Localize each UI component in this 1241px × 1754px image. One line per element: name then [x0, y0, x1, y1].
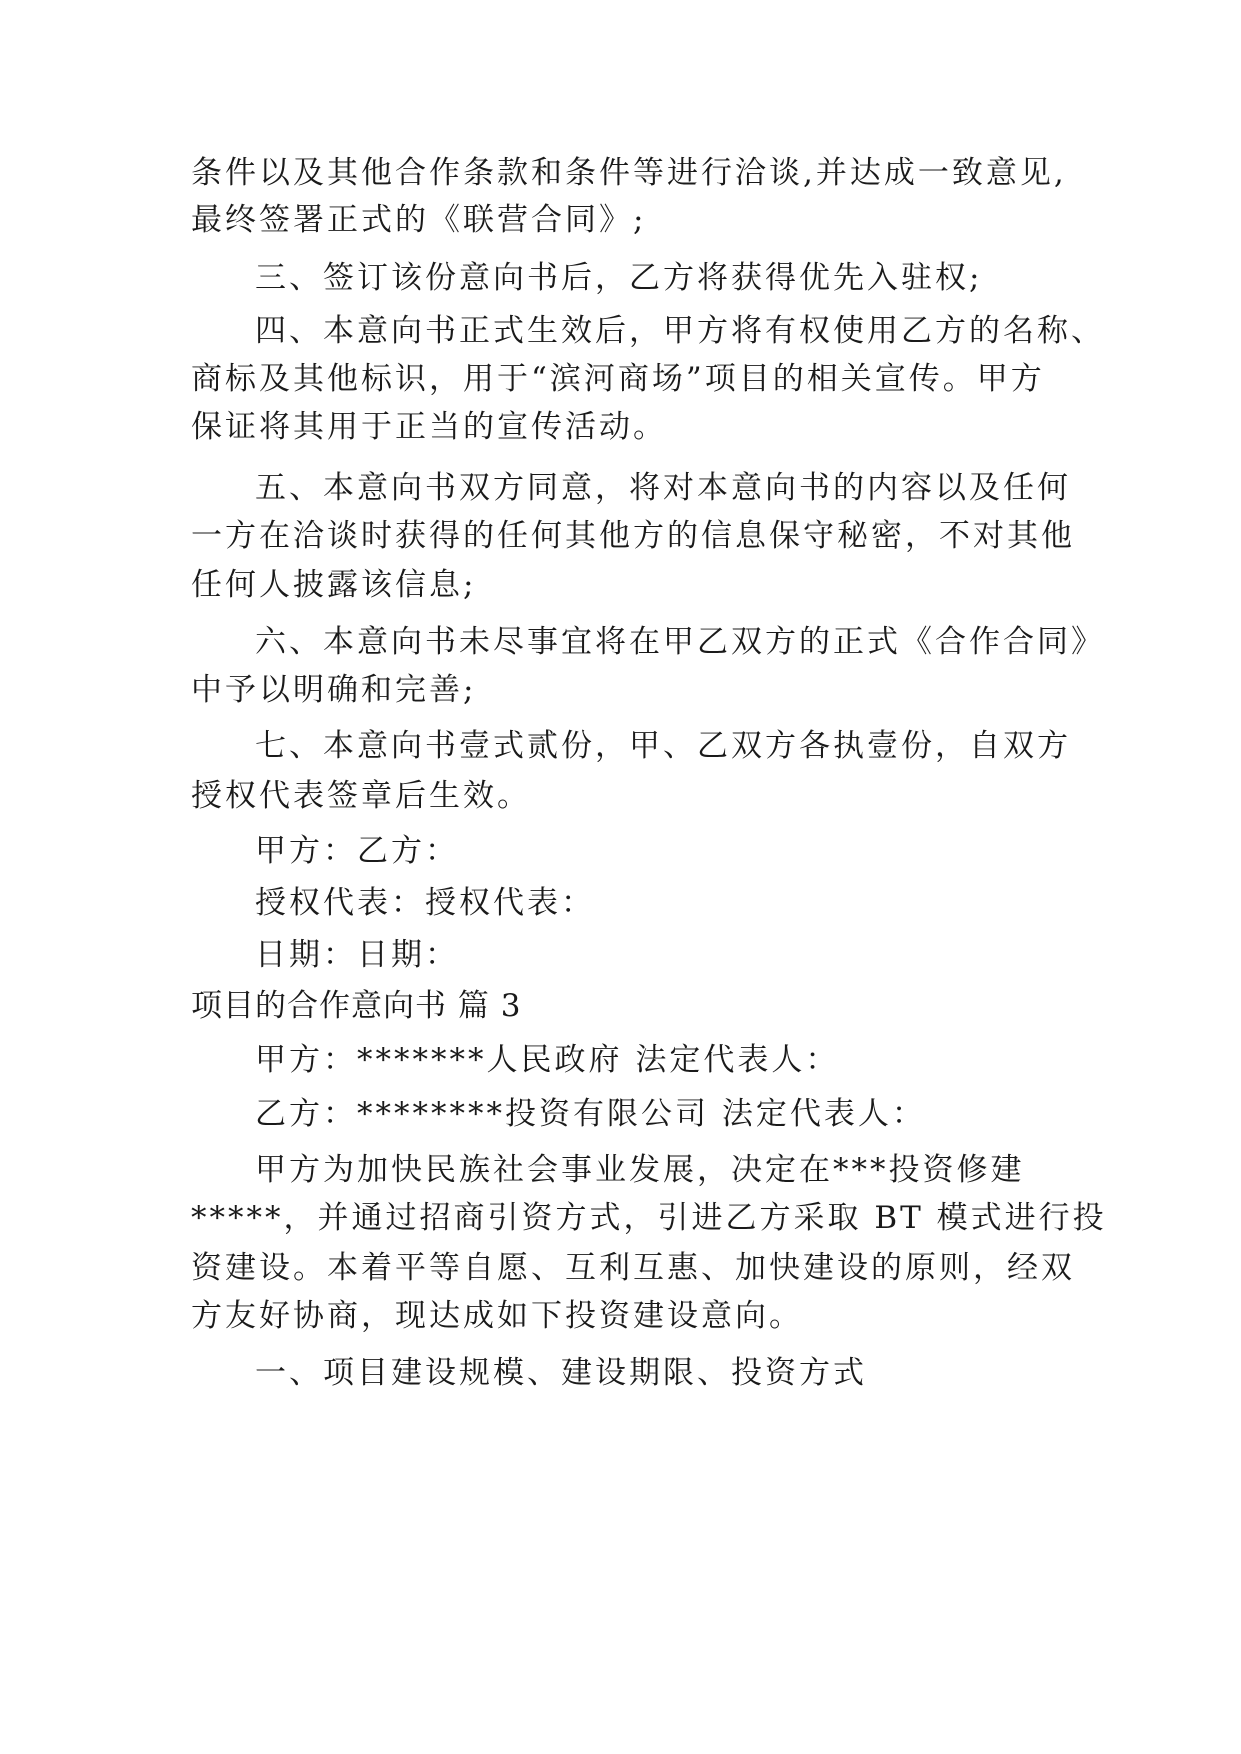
clause-three: 三、签订该份意向书后，乙方将获得优先入驻权; — [255, 260, 983, 296]
section-one-heading: 一、项目建设规模、建设期限、投资方式 — [255, 1355, 867, 1391]
paragraph-line: *****，并通过招商引资方式，引进乙方采取 BT 模式进行投 — [191, 1200, 1107, 1236]
representative-signature-line: 授权代表：授权代表： — [255, 885, 595, 921]
party-b-line: 乙方：********投资有限公司 法定代表人： — [255, 1096, 926, 1132]
clause-six: 六、本意向书未尽事宜将在甲乙双方的正式《合作合同》 — [255, 624, 1105, 660]
section-heading: 项目的合作意向书 篇 3 — [191, 988, 522, 1024]
paragraph-line: 保证将其用于正当的宣传活动。 — [191, 409, 667, 445]
party-a-line: 甲方：*******人民政府 法定代表人： — [255, 1042, 840, 1078]
paragraph-line: 最终签署正式的《联营合同》; — [191, 202, 647, 238]
paragraph-line: 任何人披露该信息; — [191, 567, 477, 603]
paragraph-line: 资建设。本着平等自愿、互利互惠、加快建设的原则，经双 — [191, 1250, 1075, 1286]
clause-four: 四、本意向书正式生效后，甲方将有权使用乙方的名称、 — [255, 313, 1105, 349]
paragraph-line: 中予以明确和完善; — [191, 672, 477, 708]
paragraph-line: 条件以及其他合作条款和条件等进行洽谈,并达成一致意见, — [191, 155, 1067, 191]
party-signature-line: 甲方：乙方： — [255, 833, 459, 869]
clause-seven: 七、本意向书壹式贰份，甲、乙双方各执壹份，自双方 — [255, 728, 1071, 764]
paragraph-line: 授权代表签章后生效。 — [191, 778, 531, 814]
paragraph-line: 一方在洽谈时获得的任何其他方的信息保守秘密，不对其他 — [191, 518, 1075, 554]
intro-paragraph-line: 甲方为加快民族社会事业发展，决定在***投资修建 — [255, 1152, 1025, 1188]
date-signature-line: 日期：日期： — [255, 937, 459, 973]
paragraph-line: 商标及其他标识，用于“滨河商场”项目的相关宣传。甲方 — [191, 361, 1045, 397]
clause-five: 五、本意向书双方同意，将对本意向书的内容以及任何 — [255, 470, 1071, 506]
paragraph-line: 方友好协商，现达成如下投资建设意向。 — [191, 1298, 803, 1334]
